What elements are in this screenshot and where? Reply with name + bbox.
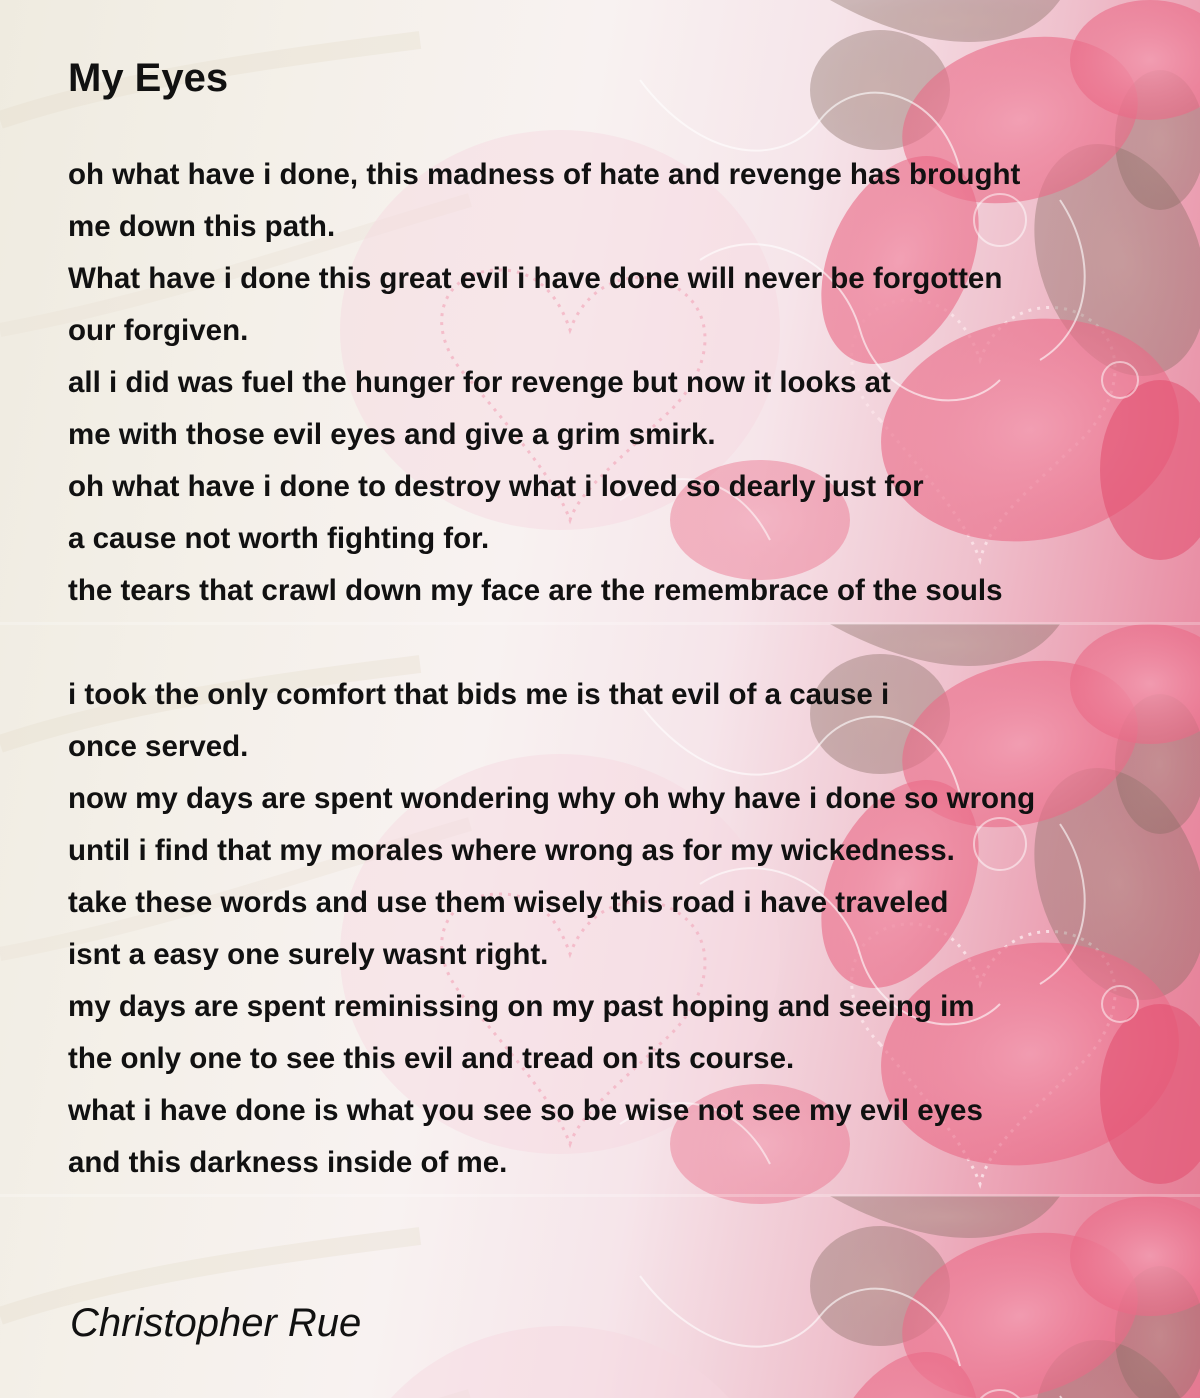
poem-line: now my days are spent wondering why oh why have i done so wrong	[68, 782, 1036, 815]
poem-line: the tears that crawl down my face are the remembrace of the souls	[68, 574, 1003, 607]
poem-line: oh what have i done, this madness of hate and revenge has brought	[68, 158, 1021, 191]
poem-line: what i have done is what you see so be wise not see my evil eyes	[68, 1094, 983, 1127]
stanza-divider	[68, 617, 1178, 669]
poem-line: me with those evil eyes and give a grim smirk.	[68, 418, 716, 451]
stanza	[68, 149, 1178, 617]
poem-line: until i find that my morales where wrong as for my wickedness.	[68, 834, 955, 867]
poem-line: and this darkness inside of me.	[68, 1146, 508, 1179]
poem-line: take these words and use them wisely this road i have traveled	[68, 886, 949, 919]
stanza	[68, 669, 1178, 1189]
poem-line: oh what have i done to destroy what i loved so dearly just for	[68, 470, 924, 503]
poem-author: Christopher Rue	[70, 1301, 362, 1345]
poem-line: What have i done this great evil i have done will never be forgotten	[68, 262, 1003, 295]
poem-title: My Eyes	[68, 56, 229, 100]
poem-line: all i did was fuel the hunger for revenge but now it looks at	[68, 366, 891, 399]
poem-line: isnt a easy one surely wasnt right.	[68, 938, 549, 971]
poem-line: our forgiven.	[68, 314, 249, 347]
poem-line: i took the only comfort that bids me is that evil of a cause i	[68, 678, 890, 711]
poem-line: once served.	[68, 730, 249, 763]
poem-line: my days are spent reminissing on my past hoping and seeing im	[68, 990, 975, 1023]
poem-body	[68, 149, 1178, 1189]
poem-line: a cause not worth fighting for.	[68, 522, 490, 555]
poem-line: me down this path.	[68, 210, 336, 243]
poem-line: the only one to see this evil and tread on its course.	[68, 1042, 795, 1075]
